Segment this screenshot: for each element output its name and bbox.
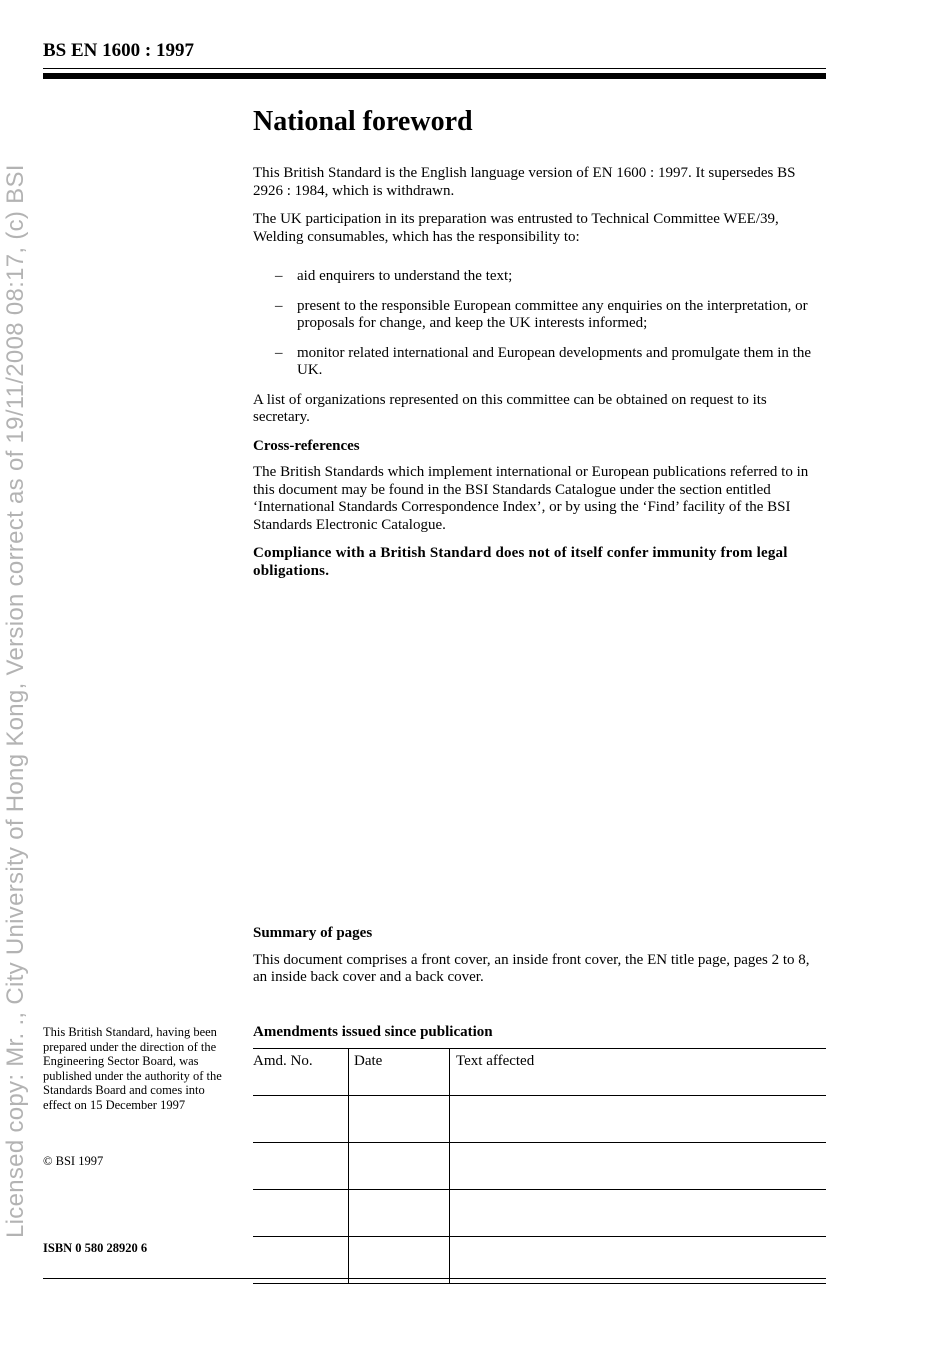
list-item: – present to the responsible European committee any enquiries on the interpretation, or proposals for change, and keep the UK interests informed;: [275, 297, 808, 331]
table-row: [253, 1143, 826, 1190]
list-item: – monitor related international and European developments and promulgate them in the UK.: [275, 344, 812, 378]
page-title: National foreword: [253, 106, 473, 137]
committee-list-note: A list of organizations represented on this committee can be obtained on request to its secretary.: [253, 391, 767, 425]
summary-section: [253, 925, 826, 987]
licence-watermark: Licensed copy: Mr. ., City University of Hong Kong, Version correct as of 19/11/2008 08:17, (c) BSI: [2, 164, 29, 1238]
header-rule-thick: [43, 73, 826, 79]
document-number: BS EN 1600 : 1997: [43, 40, 194, 61]
summary-text: This document comprises a front cover, an inside front cover, the EN title page, pages 2 to 8, an inside back cover and a back cover.: [253, 951, 810, 985]
column-header-date: Date: [349, 1049, 450, 1096]
summary-heading: Summary of pages: [253, 925, 373, 941]
amendments-heading: Amendments issued since publication: [253, 1024, 493, 1040]
isbn: ISBN 0 580 28920 6: [43, 1241, 148, 1255]
header-rule-thin: [43, 68, 826, 69]
copyright-notice: © BSI 1997: [43, 1154, 104, 1168]
intro-paragraph: This British Standard is the English language version of EN 1600 : 1997. It supersedes BS 2926 : 1984, which is withdrawn.: [253, 165, 796, 199]
publication-note: This British Standard, having been prepared under the direction of the Engineering Sector Board, was published under the authority of the Standards Board and comes into effect on 15 December 1997: [43, 1025, 222, 1112]
foreword-body: [253, 165, 826, 580]
intro-paragraph: The UK participation in its preparation was entrusted to Technical Committee WEE/39, Welding consumables, which has the responsibility to:: [253, 211, 779, 245]
column-header-amd-no: Amd. No.: [253, 1049, 349, 1096]
table-row: [253, 1190, 826, 1237]
table-row: [253, 1096, 826, 1143]
table-header-row: [253, 1049, 826, 1096]
list-item: – aid enquirers to understand the text;: [275, 268, 513, 284]
table-row: [253, 1237, 826, 1284]
footer-rule: [43, 1278, 826, 1279]
cross-references-text: The British Standards which implement international or European publications referred to in this document may be found in the BSI Standards Catalogue under the section entitled ‘International Standards Correspondence Index’, or by using the ‘Find’ facility of the BSI Standards Electronic Catalogue.: [253, 464, 809, 533]
amendments-table: [253, 1048, 826, 1284]
column-header-text-affected: Text affected: [450, 1049, 827, 1096]
responsibility-list: [253, 268, 826, 380]
cross-references-heading: Cross-references: [253, 437, 360, 454]
compliance-statement: Compliance with a British Standard does not of itself confer immunity from legal obligations.: [253, 545, 788, 579]
